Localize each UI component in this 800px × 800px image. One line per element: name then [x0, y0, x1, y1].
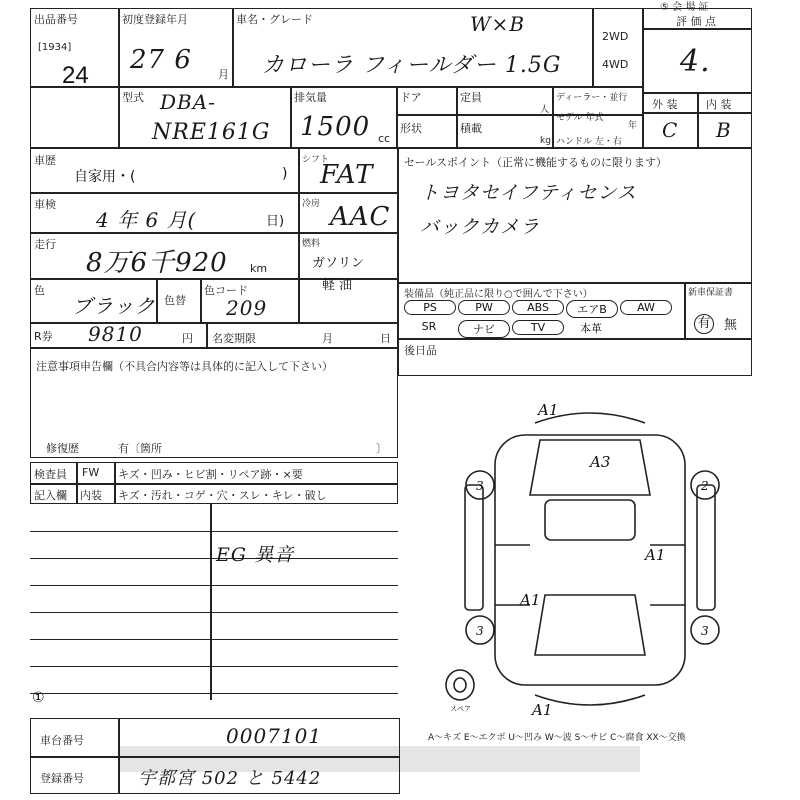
year-unit: 年 — [628, 121, 638, 131]
new-car-label: 新車保証書 — [688, 288, 734, 298]
drive-2wd: 2WD — [602, 30, 629, 43]
spare-label: スペア — [450, 705, 471, 713]
divider — [456, 86, 458, 148]
inspector-memo: EG 異音 — [216, 544, 295, 566]
score-value: 4. — [680, 44, 711, 79]
color-label: 色 — [34, 284, 45, 297]
shape-label: 形状 — [400, 122, 422, 135]
mark-rear-left-wheel: 3 — [476, 624, 484, 638]
first-reg-label: 初度登録年月 — [122, 13, 188, 26]
divider — [684, 282, 686, 338]
cc-unit: cc — [378, 132, 391, 145]
equipment-item: ABS — [512, 300, 564, 315]
ac-value: AAC — [330, 202, 391, 232]
shaken-day: 日) — [266, 214, 285, 229]
int-items: キズ・汚れ・コゲ・穴・スレ・キレ・破し — [118, 489, 327, 502]
meigi-month: 月 — [322, 332, 333, 345]
inspector-label-2: 記入欄 — [34, 489, 67, 502]
shift-label: シフト — [302, 155, 330, 165]
divider — [30, 232, 398, 234]
equipment-item: エアB — [566, 300, 618, 318]
notes-label: 注意事項申告欄（不具合内容等は具体的に記入して下さい） — [36, 360, 333, 373]
equipment-item: TV — [512, 320, 564, 335]
divider — [30, 86, 642, 88]
divider — [290, 86, 292, 148]
repair-value: 有〔箇所 — [118, 442, 162, 455]
repair-close: 〕 — [376, 442, 387, 455]
divider — [592, 8, 594, 86]
damage-marks — [450, 401, 709, 719]
after-label: 後日品 — [404, 344, 437, 357]
fw-label: FW — [82, 466, 100, 479]
equipment-label: 装備品（純正品に限り○で囲んで下さい） — [404, 289, 593, 300]
divider — [396, 114, 642, 116]
sales-line-2: バックカメラ — [420, 216, 541, 238]
equipment-item: ナビ — [458, 320, 510, 338]
mark-rear-right-wheel: 3 — [701, 624, 709, 638]
plate-label: 登録番号 — [40, 772, 84, 785]
mark-left-door: A1 — [520, 591, 541, 609]
divider — [398, 338, 752, 340]
int-inspect-label: 内装 — [80, 489, 102, 502]
meigi-day: 日 — [380, 332, 391, 345]
ac-label: 冷房 — [302, 199, 321, 209]
memo-rule — [30, 585, 398, 586]
first-reg-value: 27 6 — [130, 45, 192, 75]
new-car-none: 無 — [724, 318, 738, 333]
shaken-value: 4 年 6 月( — [96, 208, 197, 232]
color-no-label: 色替 — [164, 294, 186, 307]
mark-right-door: A1 — [645, 546, 666, 564]
chassis-value: 0007101 — [226, 724, 323, 748]
equipment-item: PW — [458, 300, 510, 315]
car-damage-diagram — [440, 395, 740, 720]
damage-legend: A～キズ E～エクボ U～凹み W～波 S～サビ C～腐食 XX～交換 — [428, 733, 686, 743]
sales-label: セールスポイント（正常に機能するものに限ります） — [404, 156, 668, 169]
car-name: カローラ フィールダー 1.5G — [262, 53, 562, 78]
mileage-value: 8万6千920 — [86, 248, 228, 278]
meigi-label: 名変期限 — [212, 332, 256, 345]
equipment-item: PS — [404, 300, 456, 315]
divider — [76, 462, 78, 504]
fuel-diesel: 軽 油 — [322, 278, 353, 293]
history-value: 自家用・( — [74, 169, 136, 185]
memo-rule — [30, 531, 398, 532]
type-value-2: NRE161G — [152, 120, 271, 145]
divider — [30, 483, 398, 485]
mark-rear: A1 — [532, 701, 553, 719]
ext-value: C — [662, 118, 679, 142]
inspector-label-1: 検査員 — [34, 468, 67, 481]
circle-note: ① — [32, 690, 45, 706]
score-label: 評 価 点 — [676, 15, 716, 28]
equipment-item: SR — [421, 320, 437, 333]
sales-line-1: トヨタセイフティセンス — [420, 182, 637, 204]
cc-value: 1500 — [300, 112, 371, 142]
divider — [30, 322, 398, 324]
plate-value: 宇都宮 502 と 5442 — [138, 768, 322, 789]
lot-label: 出品番号 — [34, 13, 78, 26]
chassis-label: 車台番号 — [40, 734, 84, 747]
bottom-strip — [120, 746, 640, 772]
divider — [552, 86, 554, 148]
mark-front: A1 — [538, 401, 559, 419]
mileage-unit: km — [250, 262, 268, 275]
door-label: ドア — [400, 91, 422, 104]
equipment-row-2 — [404, 320, 684, 338]
divider — [118, 8, 120, 148]
int-value: B — [716, 118, 732, 142]
history-label: 車歴 — [34, 154, 56, 167]
divider — [398, 282, 752, 284]
handle-label: ハンドル 左・右 — [556, 137, 622, 147]
load-unit: kg — [540, 136, 551, 146]
divider — [30, 192, 398, 194]
memo-rule — [30, 666, 398, 667]
corner-note: ⑤ 会 場 証 — [660, 2, 709, 13]
lot-number: 24 — [62, 62, 89, 89]
fw-items: キズ・凹み・ヒビ割・リペア跡・×要 — [118, 468, 303, 481]
history-close: ) — [282, 166, 288, 182]
divider — [206, 322, 208, 348]
equipment-item: AW — [620, 300, 672, 315]
name-label: 車名・グレード — [236, 13, 313, 26]
divider — [156, 278, 158, 322]
memo-lines — [30, 504, 398, 700]
mileage-label: 走行 — [34, 238, 56, 251]
shift-value: FAT — [320, 160, 374, 190]
mark-hood: A3 — [590, 453, 611, 471]
load-label: 積載 — [460, 122, 482, 135]
divider — [697, 92, 699, 148]
color-code-label: 色コード — [204, 284, 248, 297]
divider — [200, 278, 202, 322]
memo-rule — [30, 639, 398, 640]
divider — [232, 8, 234, 86]
grade-extra: W×B — [470, 12, 526, 36]
color-code-value: 209 — [226, 296, 268, 320]
recycle-label: R券 — [34, 330, 53, 343]
first-reg-month: 月 — [218, 68, 229, 81]
equipment-row-1 — [404, 300, 684, 318]
color-value: ブラック — [72, 294, 156, 318]
model-year-label: モデル 年式 — [556, 113, 604, 123]
type-value-1: DBA- — [160, 90, 216, 114]
capacity-label: 定員 — [460, 91, 482, 104]
ext-label: 外 装 — [652, 98, 678, 111]
shaken-label: 車検 — [34, 198, 56, 211]
int-label: 内 装 — [706, 98, 732, 111]
divider — [298, 148, 300, 322]
fuel-label: 燃料 — [302, 239, 321, 249]
repair-label: 修復歴 — [46, 442, 79, 455]
divider — [396, 86, 398, 148]
memo-rule — [30, 558, 398, 559]
mark-front-right-wheel: 2 — [701, 479, 709, 493]
mark-front-left-wheel: 3 — [476, 479, 484, 493]
new-car-has: 有 — [694, 314, 714, 334]
dealer-label: ディーラー・並行 — [556, 93, 628, 103]
lot-sub: [1934] — [38, 42, 72, 53]
fuel-gas: ガソリン — [312, 256, 365, 271]
capacity-unit: 人 — [540, 105, 550, 115]
memo-rule — [30, 612, 398, 613]
type-label: 型式 — [122, 91, 144, 104]
drive-4wd: 4WD — [602, 58, 629, 71]
recycle-value: 9810 — [88, 322, 143, 346]
divider — [114, 462, 116, 504]
cc-label: 排気量 — [294, 91, 327, 104]
recycle-unit: 円 — [182, 332, 193, 345]
equipment-item: 本革 — [580, 322, 602, 335]
memo-rule — [30, 693, 398, 694]
